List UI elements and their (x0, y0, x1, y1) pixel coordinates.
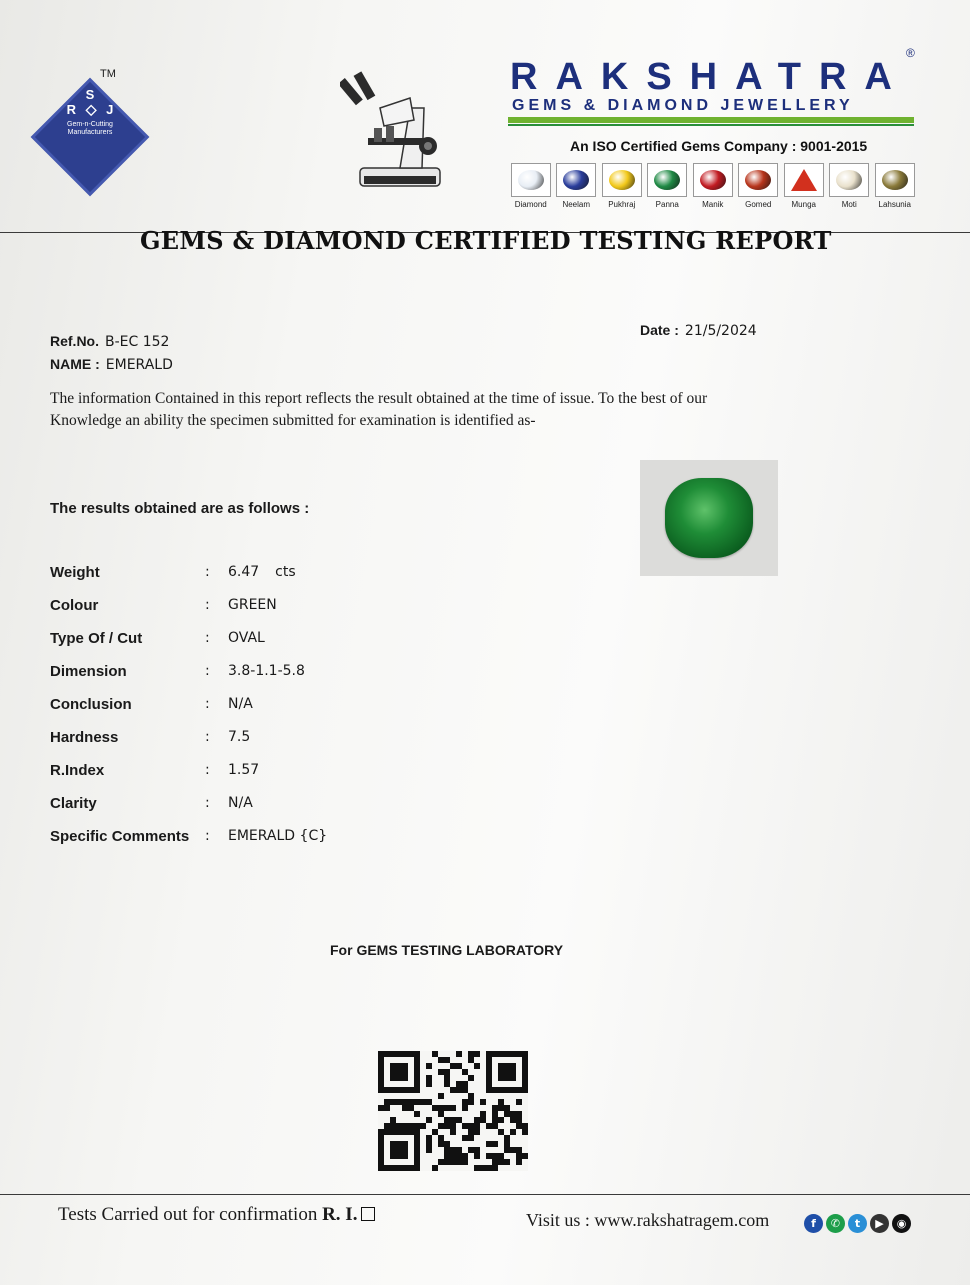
registered-mark: ® (906, 46, 915, 60)
property-label: Weight (50, 564, 100, 581)
property-label: Dimension (50, 663, 127, 680)
property-value (228, 597, 277, 613)
property-value (228, 729, 250, 745)
microscope-icon (340, 68, 450, 193)
date-label: Date : (640, 322, 679, 338)
property-row (50, 791, 450, 824)
property-separator: : (205, 630, 210, 646)
date-value: 21/5/2024 (684, 323, 757, 339)
gem-diamond (508, 163, 554, 215)
property-value-text: 1.57 (228, 762, 260, 778)
report-date (640, 322, 757, 339)
property-row (50, 659, 450, 692)
property-row (50, 626, 450, 659)
gem-label: Moti (841, 200, 857, 209)
tests-method: R. I. (322, 1204, 358, 1225)
specimen-name (50, 356, 173, 373)
instagram-icon[interactable]: ◉ (892, 1214, 911, 1233)
property-value (228, 663, 305, 679)
disclaimer-line-1: The information Contained in this report reflects the result obtained at the time of issue. To the best of our (50, 390, 708, 407)
name-value: EMERALD (105, 357, 173, 373)
twitter-icon[interactable]: t (848, 1214, 867, 1233)
diamond-icon: ◇ (85, 101, 97, 117)
gem-label: Pukhraj (608, 200, 636, 209)
property-label: Clarity (50, 795, 97, 812)
disclaimer-line-2: Knowledge an ability the specimen submitted for examination is identified as- (50, 412, 536, 429)
gem-label: Lahsunia (878, 200, 911, 209)
emerald-stone-image (665, 478, 753, 558)
property-label: Colour (50, 597, 99, 614)
property-value (228, 564, 296, 580)
property-separator: : (205, 828, 210, 844)
property-row (50, 824, 450, 857)
gem-swatch (829, 163, 869, 197)
whatsapp-icon[interactable]: ✆ (826, 1214, 845, 1233)
name-label: NAME : (50, 356, 100, 372)
reference-label: Ref.No. (50, 333, 99, 349)
gem-swatch (693, 163, 733, 197)
property-row (50, 593, 450, 626)
property-value (228, 630, 265, 646)
property-row (50, 758, 450, 791)
logo-letter-row (60, 102, 120, 117)
qr-code[interactable] (378, 1051, 528, 1171)
iso-certification: An ISO Certified Gems Company : 9001-2015 (570, 138, 868, 154)
checkbox-icon (361, 1207, 375, 1221)
gem-swatch (556, 163, 596, 197)
gem-label: Munga (791, 200, 816, 209)
gem-label: Neelam (562, 200, 591, 209)
property-value-text: OVAL (228, 630, 265, 646)
brand-name: RAKSHATRA (510, 56, 910, 98)
gem-lahsunia (872, 163, 918, 215)
gem-munga (781, 163, 827, 215)
gem-moti (827, 163, 873, 215)
properties-table (50, 560, 450, 857)
logo-letter-left: R (66, 102, 77, 117)
gem-neelam (554, 163, 600, 215)
gem-panna (645, 163, 691, 215)
gem-label: Diamond (514, 200, 547, 209)
gem-swatch (602, 163, 642, 197)
gem-swatch (647, 163, 687, 197)
company-logo-content (60, 88, 120, 158)
property-separator: : (205, 564, 210, 580)
property-value-text: GREEN (228, 597, 277, 613)
property-label: Conclusion (50, 696, 132, 713)
property-separator: : (205, 597, 210, 613)
gem-gomed (736, 163, 782, 215)
property-separator: : (205, 729, 210, 745)
reference-number (50, 333, 169, 350)
property-row (50, 692, 450, 725)
property-value (228, 828, 327, 844)
property-row (50, 725, 450, 758)
tests-text: Tests Carried out for confirmation (58, 1204, 318, 1225)
gem-swatch (511, 163, 551, 197)
gem-swatch (738, 163, 778, 197)
reference-value: B-EC 152 (105, 334, 170, 350)
social-links (804, 1214, 911, 1233)
trademark-mark: TM (100, 68, 116, 80)
property-separator: : (205, 795, 210, 811)
report-title: GEMS & DIAMOND CERTIFIED TESTING REPORT (140, 226, 832, 255)
brand-underline-secondary (508, 124, 914, 126)
property-value-text: N/A (228, 696, 253, 712)
gem-pukhraj (599, 163, 645, 215)
property-label: Hardness (50, 729, 119, 746)
property-value-text: EMERALD {C} (228, 828, 328, 844)
gem-label: Manik (702, 200, 724, 209)
property-row (50, 560, 450, 593)
brand-subtitle: GEMS & DIAMOND JEWELLERY (512, 97, 854, 114)
property-separator: : (205, 663, 210, 679)
property-value (228, 795, 253, 811)
gem-manik (690, 163, 736, 215)
property-value-text: N/A (228, 795, 253, 811)
property-value-text: 6.47 (228, 564, 260, 580)
property-separator: : (205, 762, 210, 778)
youtube-icon[interactable]: ▶ (870, 1214, 889, 1233)
website-link[interactable]: Visit us : www.rakshatragem.com (526, 1210, 770, 1230)
logo-letter-top: S (85, 87, 95, 102)
logo-letter-right: J (106, 102, 114, 117)
property-value-text: 3.8-1.1-5.8 (228, 663, 305, 679)
property-value (228, 762, 259, 778)
brand-underline (508, 117, 914, 123)
gem-swatch (875, 163, 915, 197)
property-label: Specific Comments (50, 828, 190, 845)
results-heading: The results obtained are as follows : (50, 500, 310, 517)
property-value (228, 696, 253, 712)
report-disclaimer (50, 388, 820, 432)
lab-signature: For GEMS TESTING LABORATORY (330, 942, 564, 958)
gem-label: Panna (655, 200, 679, 209)
footer-divider (0, 1194, 970, 1195)
property-separator: : (205, 696, 210, 712)
property-value-text: 7.5 (228, 729, 251, 745)
logo-tagline: Gem-n-Cutting Manufacturers (67, 121, 113, 136)
gemstone-strip (508, 163, 918, 215)
property-label: R.Index (50, 762, 105, 779)
property-unit: cts (275, 564, 296, 580)
property-label: Type Of / Cut (50, 630, 143, 647)
gemstone-photo (640, 460, 778, 576)
tests-statement (58, 1204, 375, 1226)
facebook-icon[interactable]: f (804, 1214, 823, 1233)
gem-label: Gomed (745, 200, 772, 209)
gem-swatch (784, 163, 824, 197)
